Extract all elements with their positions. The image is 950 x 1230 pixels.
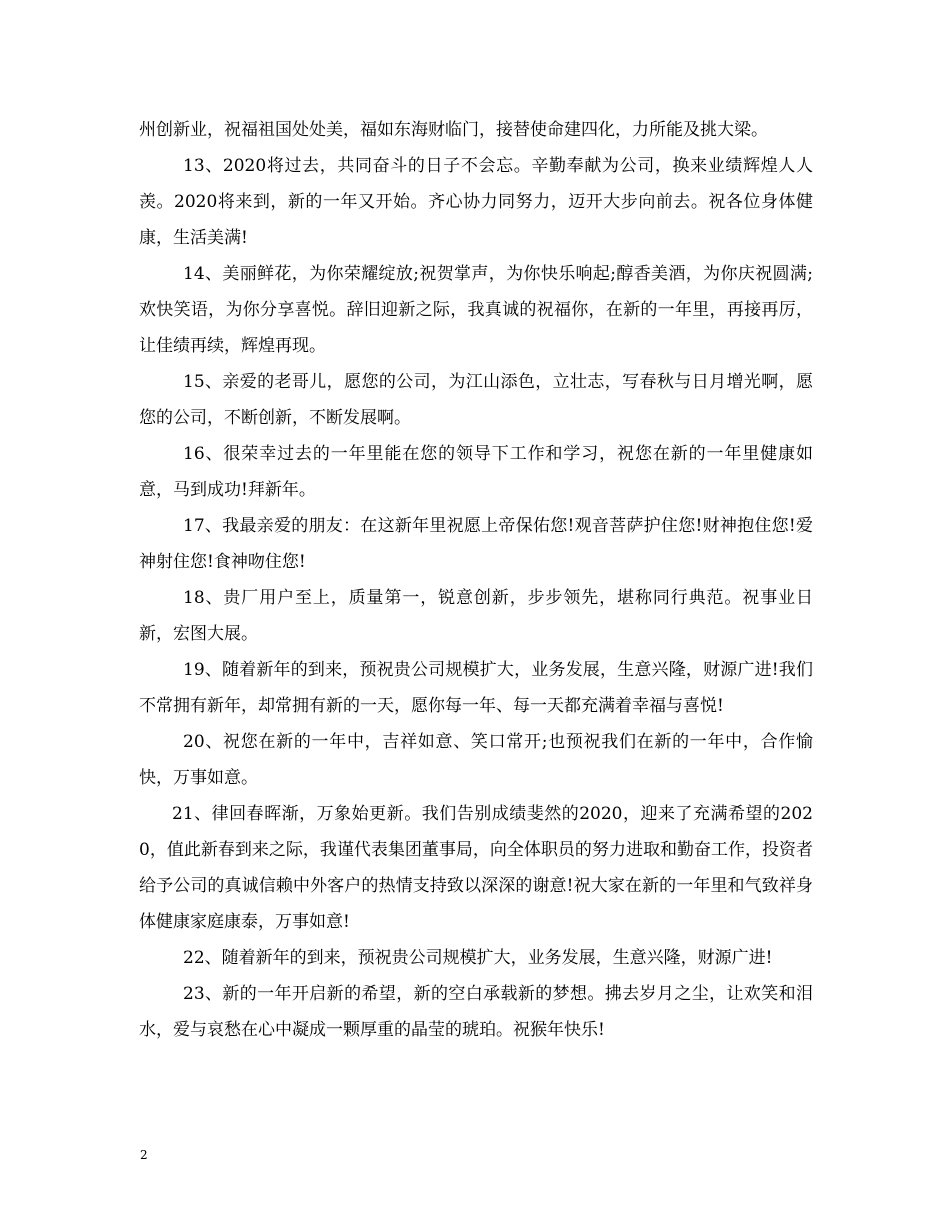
paragraph-13: 13、2020将过去，共同奋斗的日子不会忘。辛勤奉献为公司，换来业绩辉煌人人羡。2020将来到，新的一年又开始。齐心协力同努力，迈开大步向前去。祝各位身体健康，生活美满! — [139, 156, 813, 248]
paragraph-22: 22、随着新年的到来，预祝贵公司规模扩大，业务发展，生意兴隆，财源广进! — [183, 948, 773, 968]
paragraph-23: 23、新的一年开启新的希望，新的空白承载新的梦想。拂去岁月之尘，让欢笑和泪水，爱与哀愁在心中凝成一颗厚重的晶莹的琥珀。祝猴年快乐! — [139, 984, 813, 1040]
paragraph-20: 20、祝您在新的一年中，吉祥如意、笑口常开;也预祝我们在新的一年中，合作愉快，万事如意。 — [139, 732, 813, 788]
paragraph-21: 21、律回春晖渐，万象始更新。我们告别成绩斐然的2020，迎来了充满希望的2020，值此新春到来之际，我谨代表集团董事局，向全体职员的努力进取和勤奋工作，投资者给予公司的真诚信赖中外客户的热情支持致以深深的谢意!祝大家在新的一年里和气致祥身体健康家庭康泰，万事如意! — [139, 804, 813, 932]
paragraph-16: 16、很荣幸过去的一年里能在您的领导下工作和学习，祝您在新的一年里健康如意，马到成功!拜新年。 — [139, 444, 813, 500]
paragraph-15: 15、亲爱的老哥儿，愿您的公司，为江山添色，立壮志，写春秋与日月增光啊，愿您的公司，不断创新，不断发展啊。 — [139, 372, 813, 428]
paragraph-14: 14、美丽鲜花，为你荣耀绽放;祝贺掌声，为你快乐响起;醇香美酒，为你庆祝圆满;欢快笑语，为你分享喜悦。辞旧迎新之际，我真诚的祝福你，在新的一年里，再接再厉，让佳绩再续，辉煌再现。 — [139, 264, 813, 356]
page-number: 2 — [140, 1148, 148, 1162]
paragraph-17: 17、我最亲爱的朋友：在这新年里祝愿上帝保佑您!观音菩萨护住您!财神抱住您!爱神射住您!食神吻住您! — [139, 516, 813, 572]
paragraph-continuation: 州创新业，祝福祖国处处美，福如东海财临门，接替使命建四化，力所能及挑大梁。 — [139, 120, 768, 140]
paragraph-18: 18、贵厂用户至上，质量第一，锐意创新，步步领先，堪称同行典范。祝事业日新，宏图大展。 — [139, 588, 813, 644]
paragraph-19: 19、随着新年的到来，预祝贵公司规模扩大，业务发展，生意兴隆，财源广进!我们不常拥有新年，却常拥有新的一天，愿你每一年、每一天都充满着幸福与喜悦! — [139, 660, 813, 716]
document-body — [139, 112, 813, 1048]
